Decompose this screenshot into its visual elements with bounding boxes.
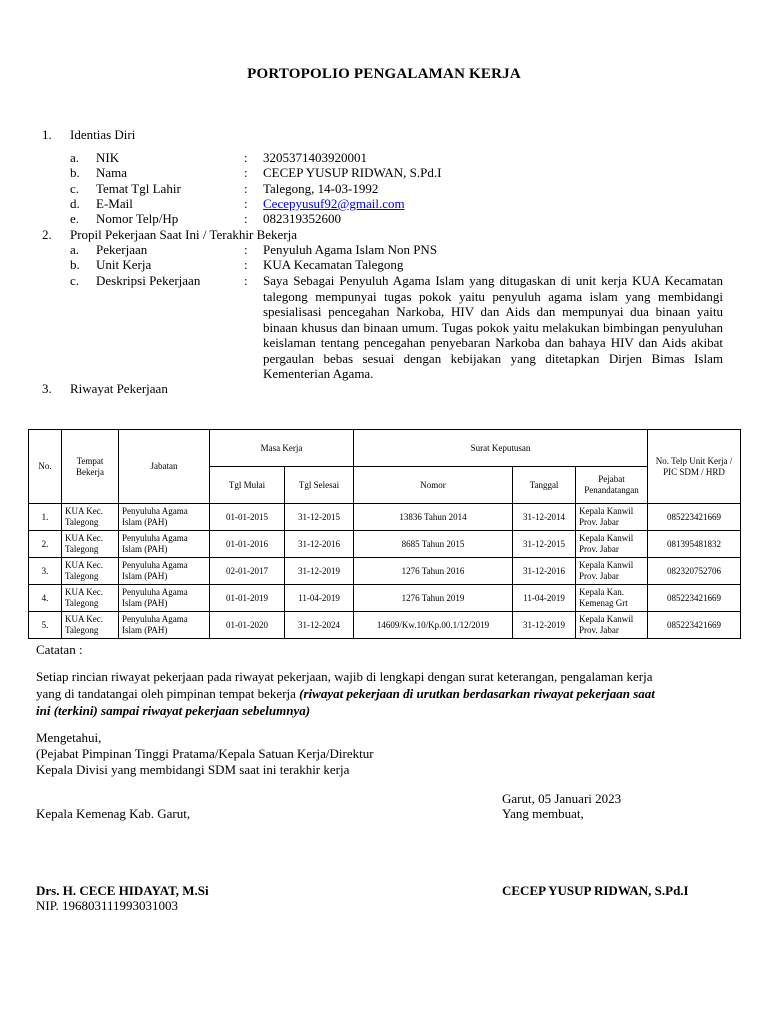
notes-line-3: ini (terkini) sampai riwayat pekerjaan sebelumnya) (36, 703, 311, 718)
header-tanggal: Tanggal (513, 467, 576, 504)
header-surat-keputusan: Surat Keputusan (354, 430, 648, 467)
identity-row-phone (0, 211, 700, 226)
acknowledgement-line-2: (Pejabat Pimpinan Tinggi Pratama/Kepala Satuan Kerja/Direktur (36, 746, 374, 761)
phone-value: 082319352600 (263, 211, 341, 226)
cell-tempat: KUA Kec. Talegong (62, 504, 119, 531)
table-row (29, 504, 741, 531)
colon: : (244, 196, 248, 211)
cell-selesai: 11-04-2019 (285, 585, 354, 612)
section-number: 3. (42, 381, 52, 396)
table-row (29, 612, 741, 639)
item-label: Pekerjaan (96, 242, 148, 257)
cell-tanggal: 31-12-2019 (513, 612, 576, 639)
cell-no: 3. (29, 558, 62, 585)
header-jabatan: Jabatan (119, 430, 210, 504)
section-history-heading (42, 381, 342, 396)
cell-mulai: 01-01-2020 (210, 612, 285, 639)
colon: : (244, 242, 248, 257)
pekerjaan-value: Penyuluh Agama Islam Non PNS (263, 242, 438, 257)
nama-value: CECEP YUSUP RIDWAN, S.Pd.I (263, 165, 442, 180)
cell-selesai: 31-12-2015 (285, 504, 354, 531)
right-signer-role: Yang membuat, (502, 806, 584, 821)
item-letter: a. (70, 242, 80, 257)
cell-no: 4. (29, 585, 62, 612)
cell-nomor: 13836 Tahun 2014 (354, 504, 513, 531)
cell-jabatan: Penyuluha Agama Islam (PAH) (119, 504, 210, 531)
cell-telp: 085223421669 (648, 504, 741, 531)
section-profile-heading (42, 227, 442, 242)
notes-line-2 (36, 685, 655, 702)
left-signer-nip: NIP. 196803111993031003 (36, 898, 179, 913)
job-description: Saya Sebagai Penyuluh Agama Islam yang ditugaskan di unit kerja KUA Kecamatan talegong mempunyai tugas pokok yaitu penyuluh agama islam yang membidangi spesialisasi pencegahan Narkoba, HIV dan Aids dan mempunyai dua binaan yaitu binaan khusus dan binaan umum. Tugas pokok yaitu melakukan bimbingan penyuluhan keislaman tentang pencegahan penyebaran Narkoba dan bahaya HIV dan Aids akibat pergaulan bebas sesuai dengan kebijakan yang ditetapkan Dirjen Bimas Islam Kementerian Agama. (263, 273, 723, 381)
item-letter: b. (70, 257, 80, 272)
cell-tanggal: 31-12-2015 (513, 531, 576, 558)
cell-selesai: 31-12-2019 (285, 558, 354, 585)
cell-tempat: KUA Kec. Talegong (62, 531, 119, 558)
item-letter: d. (70, 196, 80, 211)
item-label: Unit Kerja (96, 257, 152, 272)
identity-row-email (0, 196, 700, 211)
cell-telp: 085223421669 (648, 585, 741, 612)
email-link[interactable]: Cecepyusuf92@gmail.com (263, 196, 405, 211)
item-letter: c. (70, 273, 80, 288)
header-telp: No. Telp Unit Kerja / PIC SDM / HRD (648, 430, 741, 504)
item-label: Nomor Telp/Hp (96, 211, 179, 226)
identity-row-ttl (0, 181, 700, 196)
profile-row-unit (0, 257, 700, 272)
cell-nomor: 1276 Tahun 2019 (354, 585, 513, 612)
cell-pejabat: Kepala Kanwil Prov. Jabar (576, 612, 648, 639)
cell-tanggal: 31-12-2014 (513, 504, 576, 531)
place-date: Garut, 05 Januari 2023 (502, 791, 622, 806)
item-label: Deskripsi Pekerjaan (96, 273, 201, 288)
left-signer-role: Kepala Kemenag Kab. Garut, (36, 806, 191, 821)
section-number: 2. (42, 227, 52, 242)
page-title: PORTOPOLIO PENGALAMAN KERJA (247, 66, 521, 82)
cell-jabatan: Penyuluha Agama Islam (PAH) (119, 531, 210, 558)
item-label: E-Mail (96, 196, 133, 211)
notes-label: Catatan : (36, 642, 83, 657)
identity-row-nama (0, 165, 700, 180)
section-heading: Propil Pekerjaan Saat Ini / Terakhir Bekerja (70, 227, 297, 242)
colon: : (244, 181, 248, 196)
notes-line-2-emphasis: (riwayat pekerjaan di urutkan berdasarkan riwayat pekerjaan saat (299, 686, 655, 701)
profile-row-pekerjaan (0, 242, 700, 257)
section-identity-heading (42, 127, 342, 142)
header-tempat: Tempat Bekerja (62, 430, 119, 504)
cell-jabatan: Penyuluha Agama Islam (PAH) (119, 612, 210, 639)
section-heading: Riwayat Pekerjaan (70, 381, 168, 396)
notes-line-2-plain: yang di tandatangai oleh pimpinan tempat bekerja (36, 686, 296, 701)
item-letter: b. (70, 165, 80, 180)
colon: : (244, 257, 248, 272)
colon: : (244, 211, 248, 226)
cell-no: 1. (29, 504, 62, 531)
unit-kerja-value: KUA Kecamatan Talegong (263, 257, 404, 272)
acknowledgement-line-3: Kepala Divisi yang membidangi SDM saat ini terakhir kerja (36, 762, 350, 777)
cell-selesai: 31-12-2016 (285, 531, 354, 558)
cell-tempat: KUA Kec. Talegong (62, 585, 119, 612)
cell-telp: 082320752706 (648, 558, 741, 585)
header-no: No. (29, 430, 62, 504)
cell-tempat: KUA Kec. Talegong (62, 612, 119, 639)
cell-mulai: 01-01-2016 (210, 531, 285, 558)
table-row (29, 558, 741, 585)
cell-tanggal: 11-04-2019 (513, 585, 576, 612)
section-number: 1. (42, 127, 52, 142)
header-tgl-mulai: Tgl Mulai (210, 467, 285, 504)
colon: : (244, 165, 248, 180)
notes-line-1: Setiap rincian riwayat pekerjaan pada riwayat pekerjaan, wajib di lengkapi dengan surat keterangan, pengalaman kerja (36, 669, 653, 684)
nik-value: 3205371403920001 (263, 150, 367, 165)
item-label: Nama (96, 165, 128, 180)
cell-nomor: 8685 Tahun 2015 (354, 531, 513, 558)
cell-tanggal: 31-12-2016 (513, 558, 576, 585)
right-signer-name: CECEP YUSUP RIDWAN, S.Pd.I (502, 883, 689, 898)
header-nomor: Nomor (354, 467, 513, 504)
cell-selesai: 31-12-2024 (285, 612, 354, 639)
item-label: NIK (96, 150, 120, 165)
item-label: Temat Tgl Lahir (96, 181, 181, 196)
item-letter: c. (70, 181, 80, 196)
cell-pejabat: Kepala Kanwil Prov. Jabar (576, 558, 648, 585)
cell-no: 2. (29, 531, 62, 558)
cell-no: 5. (29, 612, 62, 639)
cell-nomor: 14609/Kw.10/Kp.00.1/12/2019 (354, 612, 513, 639)
header-tgl-selesai: Tgl Selesai (285, 467, 354, 504)
colon: : (244, 273, 248, 288)
header-pejabat: Pejabat Penandatangan (576, 467, 648, 504)
cell-telp: 085223421669 (648, 612, 741, 639)
cell-pejabat: Kepala Kan. Kemenag Grt (576, 585, 648, 612)
cell-nomor: 1276 Tahun 2016 (354, 558, 513, 585)
cell-tempat: KUA Kec. Talegong (62, 558, 119, 585)
cell-mulai: 02-01-2017 (210, 558, 285, 585)
left-signer-name: Drs. H. CECE HIDAYAT, M.Si (36, 883, 209, 898)
section-heading: Identias Diri (70, 127, 136, 142)
cell-pejabat: Kepala Kanwil Prov. Jabar (576, 531, 648, 558)
acknowledgement-line-1: Mengetahui, (36, 730, 102, 745)
cell-mulai: 01-01-2019 (210, 585, 285, 612)
work-history-table (28, 429, 741, 639)
header-masa-kerja: Masa Kerja (210, 430, 354, 467)
table-header-row (29, 430, 741, 467)
cell-jabatan: Penyuluha Agama Islam (PAH) (119, 585, 210, 612)
cell-pejabat: Kepala Kanwil Prov. Jabar (576, 504, 648, 531)
cell-telp: 081395481832 (648, 531, 741, 558)
cell-jabatan: Penyuluha Agama Islam (PAH) (119, 558, 210, 585)
identity-row-nik (0, 150, 700, 165)
table-row (29, 585, 741, 612)
item-letter: a. (70, 150, 80, 165)
table-row (29, 531, 741, 558)
colon: : (244, 150, 248, 165)
cell-mulai: 01-01-2015 (210, 504, 285, 531)
ttl-value: Talegong, 14-03-1992 (263, 181, 379, 196)
item-letter: e. (70, 211, 80, 226)
